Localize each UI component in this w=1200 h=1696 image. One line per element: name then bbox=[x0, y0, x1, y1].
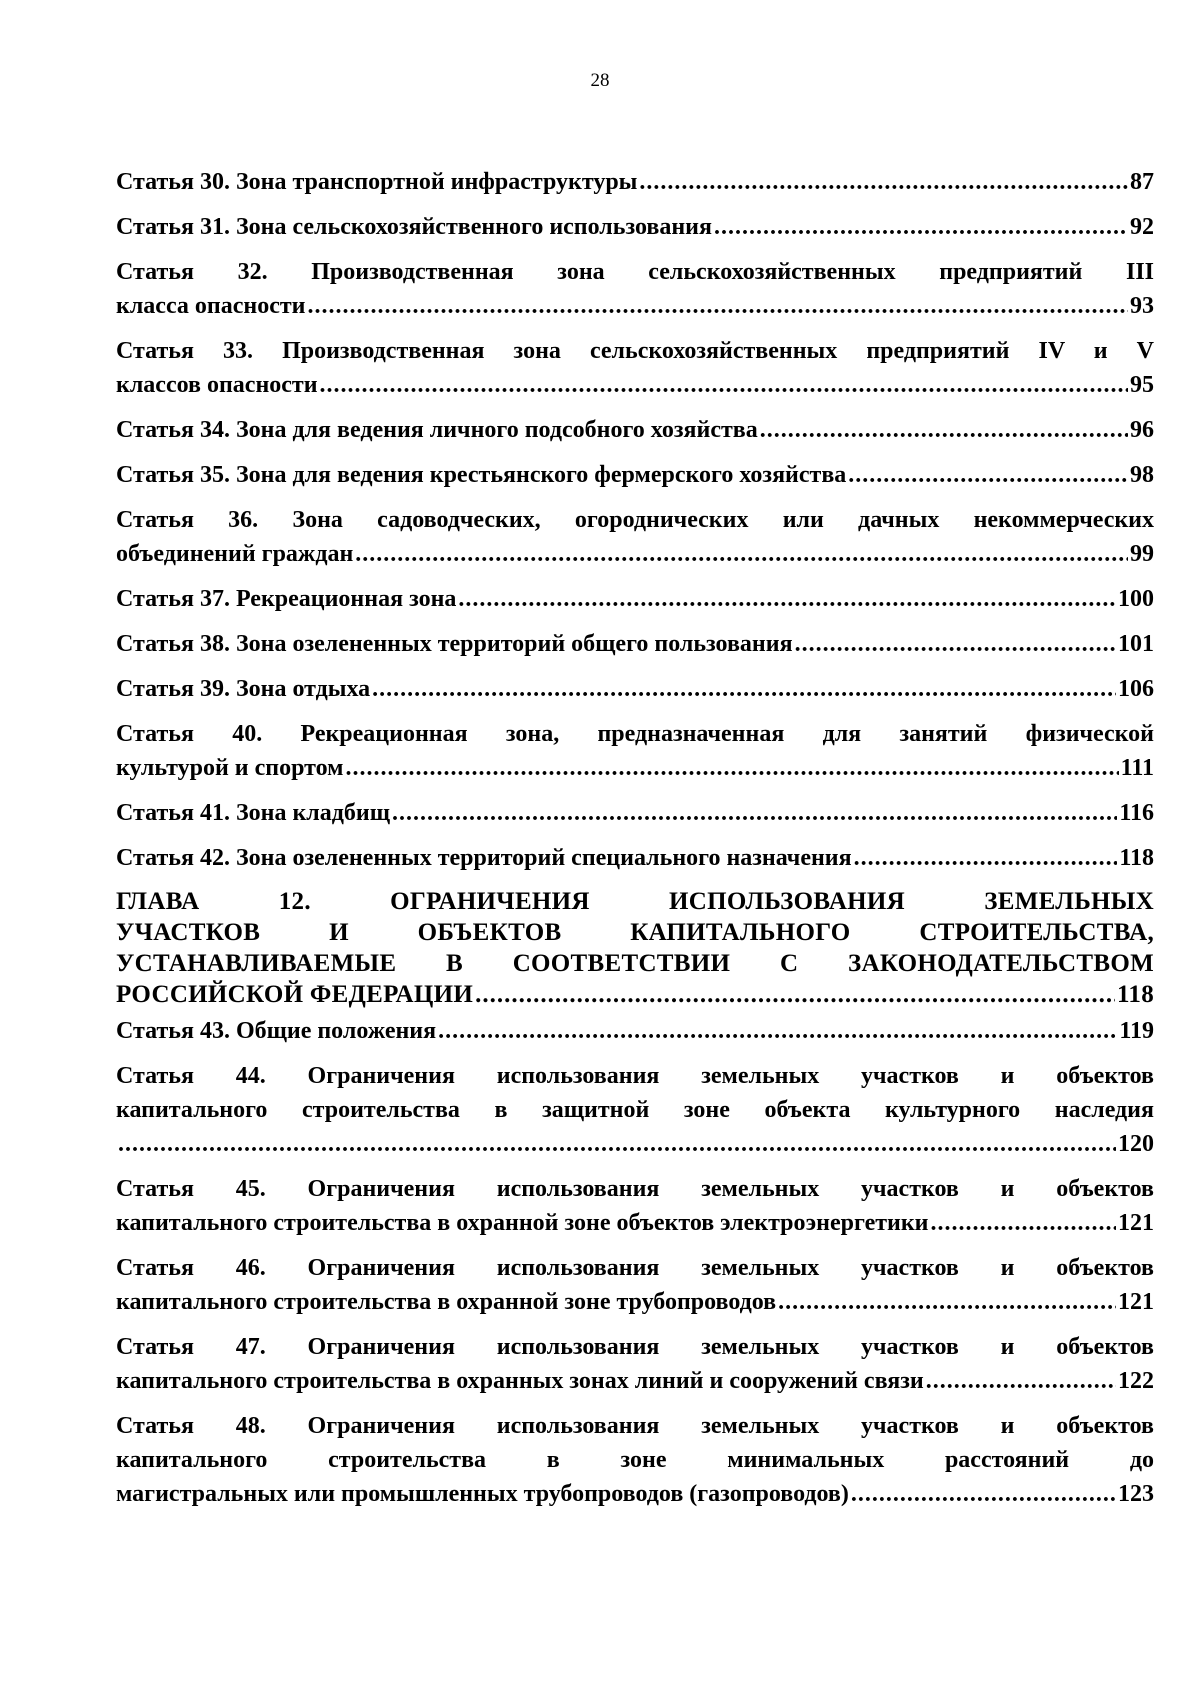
chapter-heading[interactable] bbox=[116, 886, 1154, 1010]
toc-entry-page-number: 96 bbox=[1130, 417, 1154, 443]
toc-entry-title: Статья 35. Зона для ведения крестьянского фермерского хозяйства bbox=[116, 462, 847, 488]
toc-entry-line: капитального строительства в зоне минимальных расстояний до bbox=[116, 1447, 1154, 1473]
toc-entry-line: Статья 45. Ограничения использования земельных участков и объектов bbox=[116, 1176, 1154, 1202]
toc-entry[interactable] bbox=[116, 1014, 1154, 1048]
dot-leader bbox=[760, 413, 1128, 447]
toc-entry-line: Статья 32. Производственная зона сельскохозяйственных предприятий III bbox=[116, 259, 1154, 285]
toc-entry[interactable] bbox=[116, 1409, 1154, 1511]
dot-leader bbox=[926, 1364, 1116, 1398]
dot-leader bbox=[345, 751, 1118, 785]
toc-entry-title: Статья 42. Зона озелененных территорий специального назначения bbox=[116, 845, 852, 871]
toc-entry-page-number: 123 bbox=[1118, 1481, 1154, 1507]
toc-entry[interactable] bbox=[116, 255, 1154, 323]
dot-leader bbox=[851, 1477, 1116, 1511]
dot-leader bbox=[355, 537, 1128, 571]
toc-entry-title: РОССИЙСКОЙ ФЕДЕРАЦИИ bbox=[116, 981, 474, 1008]
toc-entry-line: Статья 33. Производственная зона сельскохозяйственных предприятий IV и V bbox=[116, 338, 1154, 364]
toc-entry-title: Статья 43. Общие положения bbox=[116, 1018, 437, 1044]
toc-entry-page-number: 98 bbox=[1130, 462, 1154, 488]
toc-entry-title: Статья 31. Зона сельскохозяйственного использования bbox=[116, 214, 712, 240]
toc-entry-leader-line bbox=[116, 1285, 1154, 1319]
toc-entry[interactable] bbox=[116, 1330, 1154, 1398]
toc-entry-line: Статья 36. Зона садоводческих, огороднических или дачных некоммерческих bbox=[116, 507, 1154, 533]
toc-entry-leader-line bbox=[116, 627, 1154, 661]
toc-entry-title: Статья 37. Рекреационная зона bbox=[116, 586, 457, 612]
toc-entry-page-number: 99 bbox=[1130, 541, 1154, 567]
toc-entry[interactable] bbox=[116, 796, 1154, 830]
toc-entry-line: капитального строительства в защитной зоне объекта культурного наследия bbox=[116, 1097, 1154, 1123]
toc-entry-page-number: 101 bbox=[1118, 631, 1154, 657]
toc-entry-title: капитального строительства в охранной зоне трубопроводов bbox=[116, 1289, 777, 1315]
table-of-contents bbox=[116, 165, 1154, 1522]
dot-leader bbox=[118, 1127, 1116, 1161]
dot-leader bbox=[639, 165, 1128, 199]
toc-entry-page-number: 121 bbox=[1118, 1210, 1154, 1236]
toc-entry-leader-line bbox=[116, 582, 1154, 616]
toc-entry-page-number: 118 bbox=[1119, 845, 1154, 871]
toc-entry-page-number: 118 bbox=[1116, 981, 1154, 1008]
dot-leader bbox=[392, 796, 1117, 830]
dot-leader bbox=[320, 368, 1128, 402]
toc-entry-title: капитального строительства в охранных зонах линий и сооружений связи bbox=[116, 1368, 924, 1394]
toc-entry[interactable] bbox=[116, 1251, 1154, 1319]
toc-entry-title: классов опасности bbox=[116, 372, 318, 398]
toc-entry-leader-line bbox=[116, 368, 1154, 402]
toc-entry[interactable] bbox=[116, 165, 1154, 199]
toc-entry-page-number: 87 bbox=[1130, 169, 1154, 195]
toc-entry[interactable] bbox=[116, 582, 1154, 616]
toc-entry-title: Статья 30. Зона транспортной инфраструктуры bbox=[116, 169, 638, 195]
toc-entry-line: Статья 47. Ограничения использования земельных участков и объектов bbox=[116, 1334, 1154, 1360]
toc-entry-leader-line bbox=[116, 289, 1154, 323]
toc-entry-page-number: 100 bbox=[1118, 586, 1154, 612]
toc-entry-page-number: 121 bbox=[1118, 1289, 1154, 1315]
dot-leader bbox=[372, 672, 1116, 706]
toc-entry[interactable] bbox=[116, 503, 1154, 571]
toc-entry-leader-line bbox=[116, 979, 1154, 1010]
page-number: 28 bbox=[590, 70, 610, 91]
toc-entry-line: Статья 48. Ограничения использования земельных участков и объектов bbox=[116, 1413, 1154, 1439]
toc-entry-leader-line bbox=[116, 458, 1154, 492]
dot-leader bbox=[848, 458, 1128, 492]
toc-entry-leader-line bbox=[116, 841, 1154, 875]
toc-entry-line: Статья 40. Рекреационная зона, предназначенная для занятий физической bbox=[116, 721, 1154, 747]
toc-entry[interactable] bbox=[116, 1172, 1154, 1240]
dot-leader bbox=[307, 289, 1128, 323]
toc-entry-leader-line bbox=[116, 1206, 1154, 1240]
toc-entry-line: ГЛАВА 12. ОГРАНИЧЕНИЯ ИСПОЛЬЗОВАНИЯ ЗЕМЕЛЬНЫХ bbox=[116, 888, 1154, 915]
toc-entry-leader-line bbox=[116, 165, 1154, 199]
toc-entry-line: Статья 46. Ограничения использования земельных участков и объектов bbox=[116, 1255, 1154, 1281]
toc-entry-line: Статья 44. Ограничения использования земельных участков и объектов bbox=[116, 1063, 1154, 1089]
toc-entry-title: Статья 41. Зона кладбищ bbox=[116, 800, 390, 826]
toc-entry-title: Статья 39. Зона отдыха bbox=[116, 676, 371, 702]
toc-entry[interactable] bbox=[116, 1059, 1154, 1161]
toc-entry-leader-line bbox=[116, 1364, 1154, 1398]
dot-leader bbox=[931, 1206, 1117, 1240]
toc-entry-page-number: 111 bbox=[1120, 755, 1154, 781]
toc-entry-line: УСТАНАВЛИВАЕМЫЕ В СООТВЕТСТВИИ С ЗАКОНОДАТЕЛЬСТВОМ bbox=[116, 950, 1154, 977]
toc-entry-leader-line bbox=[116, 1127, 1154, 1161]
toc-entry-leader-line bbox=[116, 1014, 1154, 1048]
dot-leader bbox=[475, 979, 1115, 1010]
toc-entry-leader-line bbox=[116, 796, 1154, 830]
toc-entry-leader-line bbox=[116, 210, 1154, 244]
toc-entry-page-number: 122 bbox=[1118, 1368, 1154, 1394]
dot-leader bbox=[795, 627, 1116, 661]
toc-entry-title: класса опасности bbox=[116, 293, 306, 319]
toc-entry-page-number: 106 bbox=[1118, 676, 1154, 702]
toc-entry-title: культурой и спортом bbox=[116, 755, 344, 781]
toc-entry-page-number: 119 bbox=[1119, 1018, 1154, 1044]
toc-entry-leader-line bbox=[116, 1477, 1154, 1511]
toc-entry-title: магистральных или промышленных трубопроводов (газопроводов) bbox=[116, 1481, 849, 1507]
toc-entry-leader-line bbox=[116, 751, 1154, 785]
toc-entry[interactable] bbox=[116, 672, 1154, 706]
dot-leader bbox=[458, 582, 1116, 616]
toc-entry[interactable] bbox=[116, 458, 1154, 492]
toc-entry[interactable] bbox=[116, 717, 1154, 785]
toc-entry-title: Статья 34. Зона для ведения личного подсобного хозяйства bbox=[116, 417, 758, 443]
toc-entry[interactable] bbox=[116, 413, 1154, 447]
toc-entry-title: объединений граждан bbox=[116, 541, 354, 567]
dot-leader bbox=[778, 1285, 1116, 1319]
dot-leader bbox=[854, 841, 1118, 875]
toc-entry[interactable] bbox=[116, 334, 1154, 402]
toc-entry-title: Статья 38. Зона озелененных территорий общего пользования bbox=[116, 631, 793, 657]
dot-leader bbox=[438, 1014, 1117, 1048]
toc-entry-page-number: 92 bbox=[1130, 214, 1154, 240]
toc-entry-page-number: 95 bbox=[1130, 372, 1154, 398]
toc-entry-leader-line bbox=[116, 672, 1154, 706]
toc-entry[interactable] bbox=[116, 627, 1154, 661]
toc-entry-page-number: 93 bbox=[1130, 293, 1154, 319]
toc-entry[interactable] bbox=[116, 841, 1154, 875]
toc-entry-leader-line bbox=[116, 413, 1154, 447]
toc-entry-page-number: 120 bbox=[1118, 1131, 1154, 1157]
toc-entry-leader-line bbox=[116, 537, 1154, 571]
toc-entry-title: капитального строительства в охранной зоне объектов электроэнергетики bbox=[116, 1210, 929, 1236]
dot-leader bbox=[714, 210, 1128, 244]
toc-entry-line: УЧАСТКОВ И ОБЪЕКТОВ КАПИТАЛЬНОГО СТРОИТЕЛЬСТВА, bbox=[116, 919, 1154, 946]
toc-entry[interactable] bbox=[116, 210, 1154, 244]
toc-entry-page-number: 116 bbox=[1119, 800, 1154, 826]
